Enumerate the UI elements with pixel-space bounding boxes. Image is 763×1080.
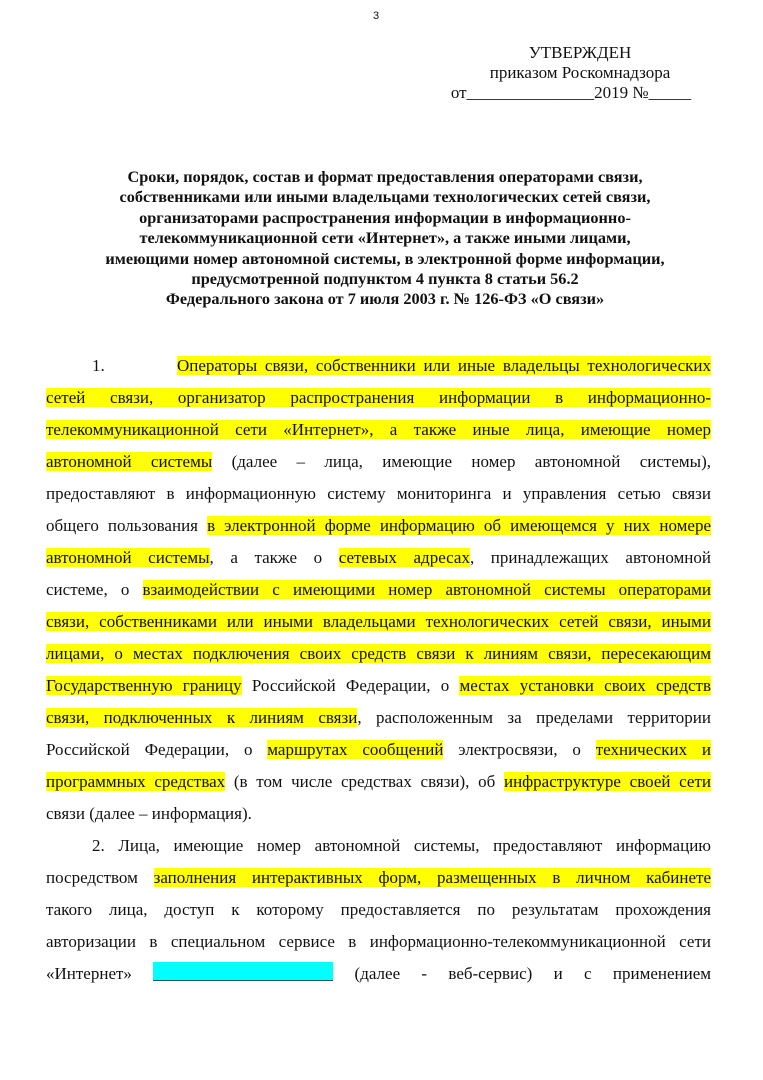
- text-line: [46, 606, 711, 638]
- title-line: Сроки, порядок, состав и формат предоставления операторами связи,: [127, 167, 643, 186]
- highlighted-text: заполнения интерактивных форм, размещенных в личном кабинете: [153, 868, 711, 887]
- text-line: [46, 766, 711, 798]
- document-title: [40, 167, 730, 310]
- text-line: [46, 830, 711, 862]
- text-segment: электросвязи, о: [443, 740, 596, 759]
- text-segment: связи (далее – информация).: [46, 804, 252, 823]
- text-line: [46, 734, 711, 766]
- text-segment: авторизации в специальном сервисе в информационно-телекоммуникационной сети: [46, 932, 711, 951]
- web-service-text: (далее - веб-сервис) и с применением: [354, 964, 712, 983]
- text-line: [46, 862, 711, 894]
- title-line: организаторами распространения информации в информационно-: [139, 207, 631, 227]
- text-line: [46, 638, 711, 670]
- page-number: 3: [373, 10, 380, 22]
- highlighted-text: телекоммуникационной сети «Интернет», а также иные лица, имеющие номер: [46, 420, 711, 439]
- text-segment: , принадлежащих автономной: [469, 548, 711, 567]
- text-segment: системе, о: [46, 580, 143, 599]
- highlighted-text: сетей связи, организатор распространения информации в информационно-: [46, 388, 711, 407]
- text-line: [46, 798, 711, 830]
- highlighted-text: маршрутах сообщений: [267, 740, 444, 759]
- highlighted-text: автономной системы: [46, 548, 210, 567]
- paragraph-2: [46, 830, 711, 958]
- approval-heading: УТВЕРЖДЕН: [528, 43, 632, 62]
- title-line: имеющими номер автономной системы, в электронной форме информации,: [105, 248, 665, 268]
- title-line: Федерального закона от 7 июля 2003 г. № 126-ФЗ «О связи»: [165, 289, 605, 309]
- text-segment: Российской Федерации, о: [46, 740, 268, 759]
- highlighted-text: взаимодействии с имеющими номер автономной системы операторами: [142, 580, 711, 599]
- title-line: предусмотренной подпунктом 4 пункта 8 статьи 56.2: [191, 269, 579, 289]
- text-line: [46, 894, 711, 926]
- text-line: [46, 670, 711, 702]
- text-line: [46, 414, 711, 446]
- internet-label: «Интернет»: [46, 964, 132, 983]
- highlighted-text: Операторы связи, собственники или иные владельцы технологических: [177, 356, 711, 375]
- highlighted-text: лицами, о местах подключения своих средств связи к линиям связи, пересекающим: [46, 644, 711, 663]
- text-line: [46, 478, 711, 510]
- highlighted-text: связи, подключенных к линиям связи: [46, 708, 358, 727]
- web-service-url-blank: [153, 962, 333, 981]
- text-segment: 2. Лица, имеющие номер автономной системы, предоставляют информацию: [92, 836, 711, 855]
- highlighted-text: местах установки своих средств: [459, 676, 711, 695]
- text-line: [46, 350, 711, 382]
- text-segment: посредством: [46, 868, 154, 887]
- text-segment: общего пользования: [46, 516, 208, 535]
- approval-stamp: [430, 43, 730, 103]
- approval-date-number: от_______________2019 №_____: [450, 83, 692, 102]
- document-body: [46, 350, 711, 990]
- text-line: [46, 926, 711, 958]
- text-segment: Российской Федерации, о: [241, 676, 460, 695]
- paragraph-number: 1.: [92, 356, 105, 375]
- text-segment: , а также о: [209, 548, 339, 567]
- paragraph-1: [46, 350, 711, 830]
- title-line: телекоммуникационной сети «Интернет», а также иными лицами,: [139, 228, 631, 248]
- highlighted-text: автономной системы: [46, 452, 213, 471]
- highlighted-text: сетевых адресах: [338, 548, 470, 567]
- highlighted-text: связи, собственниками или иными владельцами технологических сетей связи, иными: [46, 612, 711, 631]
- highlighted-text: инфраструктуре своей сети: [503, 772, 711, 791]
- text-line: [46, 382, 711, 414]
- highlighted-text: технических и: [595, 740, 711, 759]
- text-segment: (в том числе средствах связи), об: [225, 772, 504, 791]
- title-line: собственниками или иными владельцами технологических сетей связи,: [119, 187, 651, 207]
- highlighted-text: программных средствах: [46, 772, 226, 791]
- text-line: [46, 446, 711, 478]
- text-line: [46, 510, 711, 542]
- paragraph-2-last-line: [46, 958, 711, 990]
- text-segment: предоставляют в информационную систему мониторинга и управления сетью связи: [46, 484, 711, 503]
- text-line: [46, 574, 711, 606]
- text-segment: такого лица, доступ к которому предоставляется по результатам прохождения: [46, 900, 711, 919]
- text-segment: , расположенным за пределами территории: [357, 708, 712, 727]
- highlighted-text: в электронной форме информацию об имеющемся у них номере: [207, 516, 711, 535]
- text-segment: (далее – лица, имеющие номер автономной системы),: [212, 452, 711, 471]
- text-line: [46, 542, 711, 574]
- text-line: [46, 702, 711, 734]
- approval-order: приказом Роскомнадзора: [489, 63, 671, 82]
- highlighted-text: Государственную границу: [46, 676, 242, 695]
